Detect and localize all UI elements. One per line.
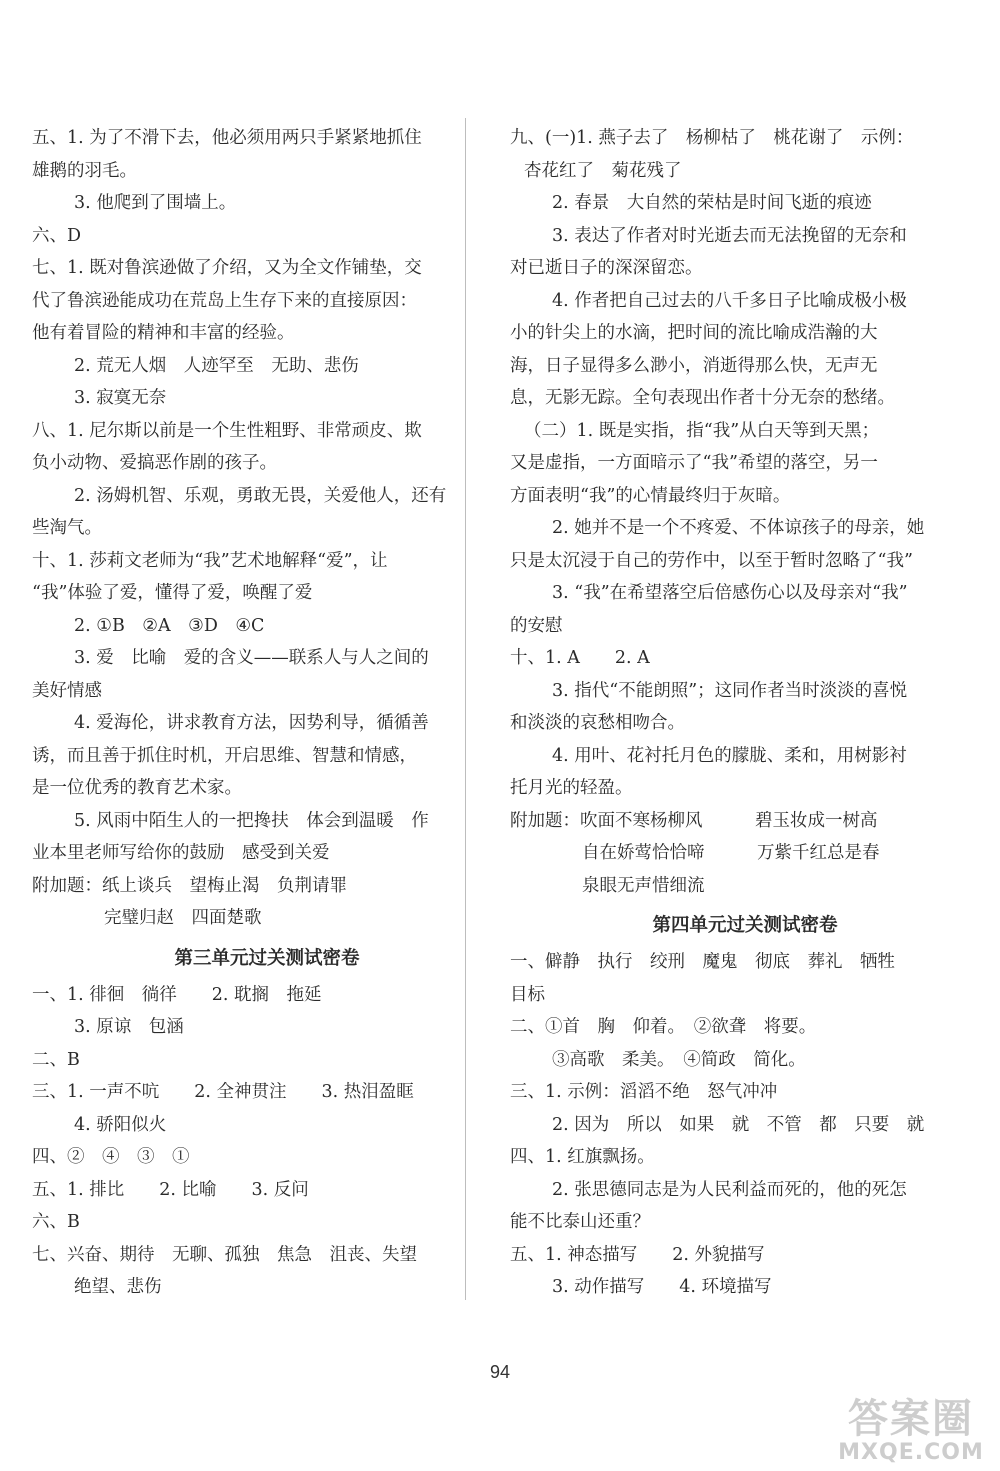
- answer-line: 二、①首 胸 仰着。 ②欲聋 将要。: [510, 1017, 817, 1037]
- answer-line: 四、1. 红旗飘扬。: [510, 1147, 655, 1167]
- answer-line: 只是太沉浸于自己的劳作中，以至于暂时忽略了“我”: [510, 550, 913, 571]
- answer-line: 海，日子显得多么渺小，消逝得那么快，无声无: [510, 355, 878, 376]
- answer-line: 八、1. 尼尔斯以前是一个生性粗野、非常顽皮、欺: [32, 420, 422, 441]
- answer-line: 五、1. 排比 2. 比喻 3. 反问: [32, 1179, 309, 1200]
- answer-line: 附加题：吹面不寒杨柳风 碧玉妆成一树高: [510, 810, 878, 831]
- answer-line: 杏花红了 菊花残了: [524, 160, 682, 181]
- page-number: 94: [489, 1362, 511, 1382]
- answer-line: 2. 张思德同志是为人民利益而死的，他的死怎: [552, 1179, 907, 1200]
- answer-line: 他有着冒险的精神和丰富的经验。: [32, 323, 295, 343]
- answer-line: 3. 爱 比喻 爱的含义——联系人与人之间的: [74, 648, 429, 668]
- answer-line: 对已逝日子的深深留恋。: [510, 258, 703, 278]
- answer-line: 2. 春景 大自然的荣枯是时间飞逝的痕迹: [552, 193, 872, 213]
- left-column: [32, 122, 472, 1304]
- answer-line: 是一位优秀的教育艺术家。: [32, 778, 242, 798]
- answer-line: 和淡淡的哀愁相吻合。: [510, 713, 685, 733]
- answer-line: 六、B: [32, 1212, 80, 1232]
- answer-line: 4. 爱海伦，讲求教育方法，因势利导，循循善: [74, 713, 429, 733]
- answer-line: ③高歌 柔美。 ④简政 简化。: [552, 1049, 806, 1070]
- answer-line: 七、兴奋、期待 无聊、孤独 焦急 沮丧、失望: [32, 1244, 417, 1265]
- answer-line: 三、1. 一声不吭 2. 全神贯注 3. 热泪盈眶: [32, 1082, 414, 1102]
- answer-line: 雄鹅的羽毛。: [32, 160, 137, 181]
- answer-line: 3. 指代“不能朗照”；这同作者当时淡淡的喜悦: [552, 680, 908, 701]
- answer-line: “我”体验了爱，懂得了爱，唤醒了爱: [32, 583, 313, 603]
- answer-line: （二）1. 既是实指，指“我”从白天等到天黑；: [524, 420, 880, 441]
- watermark-logo: [836, 1397, 986, 1467]
- answer-line: 方面表明“我”的心情最终归于灰暗。: [510, 485, 791, 506]
- answer-line: 托月光的轻盈。: [510, 778, 633, 798]
- answer-line: 3. 动作描写 4. 环境描写: [552, 1277, 772, 1297]
- answer-line: 2. 汤姆机智、乐观，勇敢无畏，关爱他人，还有: [74, 485, 447, 506]
- answer-line: 3. “我”在希望落空后倍感伤心以及母亲对“我”: [552, 583, 908, 603]
- answer-line: 3. 表达了作者对时光逝去而无法挽留的无奈和: [552, 225, 907, 246]
- answer-line: 代了鲁滨逊能成功在荒岛上生存下来的直接原因：: [32, 290, 417, 311]
- answer-line: 自在娇莺恰恰啼 万紫千红总是春: [582, 843, 880, 863]
- answer-line: 3. 他爬到了围墙上。: [74, 193, 237, 213]
- answer-line: 4. 用叶、花衬托月色的朦胧、柔和，用树影衬: [552, 745, 907, 766]
- answer-line: 业本里老师写给你的鼓励 感受到关爱: [32, 843, 330, 863]
- answer-line: 3. 寂寞无奈: [74, 388, 167, 408]
- answer-line: 负小动物、爱搞恶作剧的孩子。: [32, 453, 277, 473]
- answer-line: 完璧归赵 四面楚歌: [104, 908, 262, 928]
- section-heading: 第四单元过关测试密卷: [652, 915, 838, 936]
- answer-line: 又是虚指，一方面暗示了“我”希望的落空，另一: [510, 453, 878, 473]
- answer-line: 2. 因为 所以 如果 就 不管 都 只要 就: [552, 1114, 925, 1135]
- answer-line: 息，无影无踪。全句表现出作者十分无奈的愁绪。: [510, 388, 895, 408]
- answer-line: 小的针尖上的水滴，把时间的流比喻成浩瀚的大: [510, 323, 878, 343]
- answer-line: 能不比泰山还重？: [510, 1212, 650, 1232]
- answer-line: 美好情感: [32, 680, 102, 701]
- answer-line: 的安慰: [510, 615, 563, 636]
- answer-line: 绝望、悲伤: [74, 1277, 162, 1297]
- answer-line: 四、② ④ ③ ①: [32, 1147, 190, 1167]
- answer-line: 4. 骄阳似火: [74, 1114, 167, 1135]
- answer-line: 2. 她并不是一个不疼爱、不体谅孩子的母亲，她: [552, 518, 925, 538]
- answer-line: 泉眼无声惜细流: [582, 875, 705, 896]
- answer-line: 十、1. 莎莉文老师为“我”艺术地解释“爱”，让: [32, 550, 388, 571]
- answer-line: 5. 风雨中陌生人的一把搀扶 体会到温暖 作: [74, 810, 429, 831]
- watermark-url: MXQE.COM: [838, 1440, 984, 1465]
- answer-line: 一、1. 徘徊 徜徉 2. 耽搁 拖延: [32, 984, 322, 1005]
- answer-line: 2. ①B ②A ③D ④C: [74, 615, 265, 636]
- right-column: [510, 122, 950, 1304]
- answer-line: 三、1. 示例：滔滔不绝 怒气冲冲: [510, 1082, 778, 1102]
- answer-line: 九、(一)1. 燕子去了 杨柳枯了 桃花谢了 示例：: [510, 128, 914, 148]
- answer-line: 六、D: [32, 225, 82, 246]
- watermark-text: 答案圈: [848, 1396, 974, 1442]
- answer-line: 些淘气。: [32, 518, 102, 538]
- section-heading: 第三单元过关测试密卷: [174, 947, 360, 969]
- answer-line: 2. 荒无人烟 人迹罕至 无助、悲伤: [74, 355, 359, 376]
- answer-line: 3. 原谅 包涵: [74, 1017, 184, 1037]
- answer-line: 二、B: [32, 1049, 80, 1070]
- answer-line: 七、1. 既对鲁滨逊做了介绍，又为全文作铺垫，交: [32, 258, 422, 278]
- answer-line: 十、1. A 2. A: [510, 648, 650, 668]
- answer-line: 附加题：纸上谈兵 望梅止渴 负荆请罪: [32, 875, 347, 896]
- answer-line: 4. 作者把自己过去的八千多日子比喻成极小极: [552, 290, 907, 311]
- answer-line: 一、僻静 执行 绞刑 魔鬼 彻底 葬礼 牺牲: [510, 952, 895, 972]
- answer-line: 目标: [510, 984, 545, 1005]
- column-divider: [465, 118, 466, 1300]
- answer-line: 五、1. 神态描写 2. 外貌描写: [510, 1244, 765, 1265]
- answer-line: 诱，而且善于抓住时机，开启思维、智慧和情感，: [32, 745, 417, 766]
- answer-line: 五、1. 为了不滑下去，他必须用两只手紧紧地抓住: [32, 128, 422, 148]
